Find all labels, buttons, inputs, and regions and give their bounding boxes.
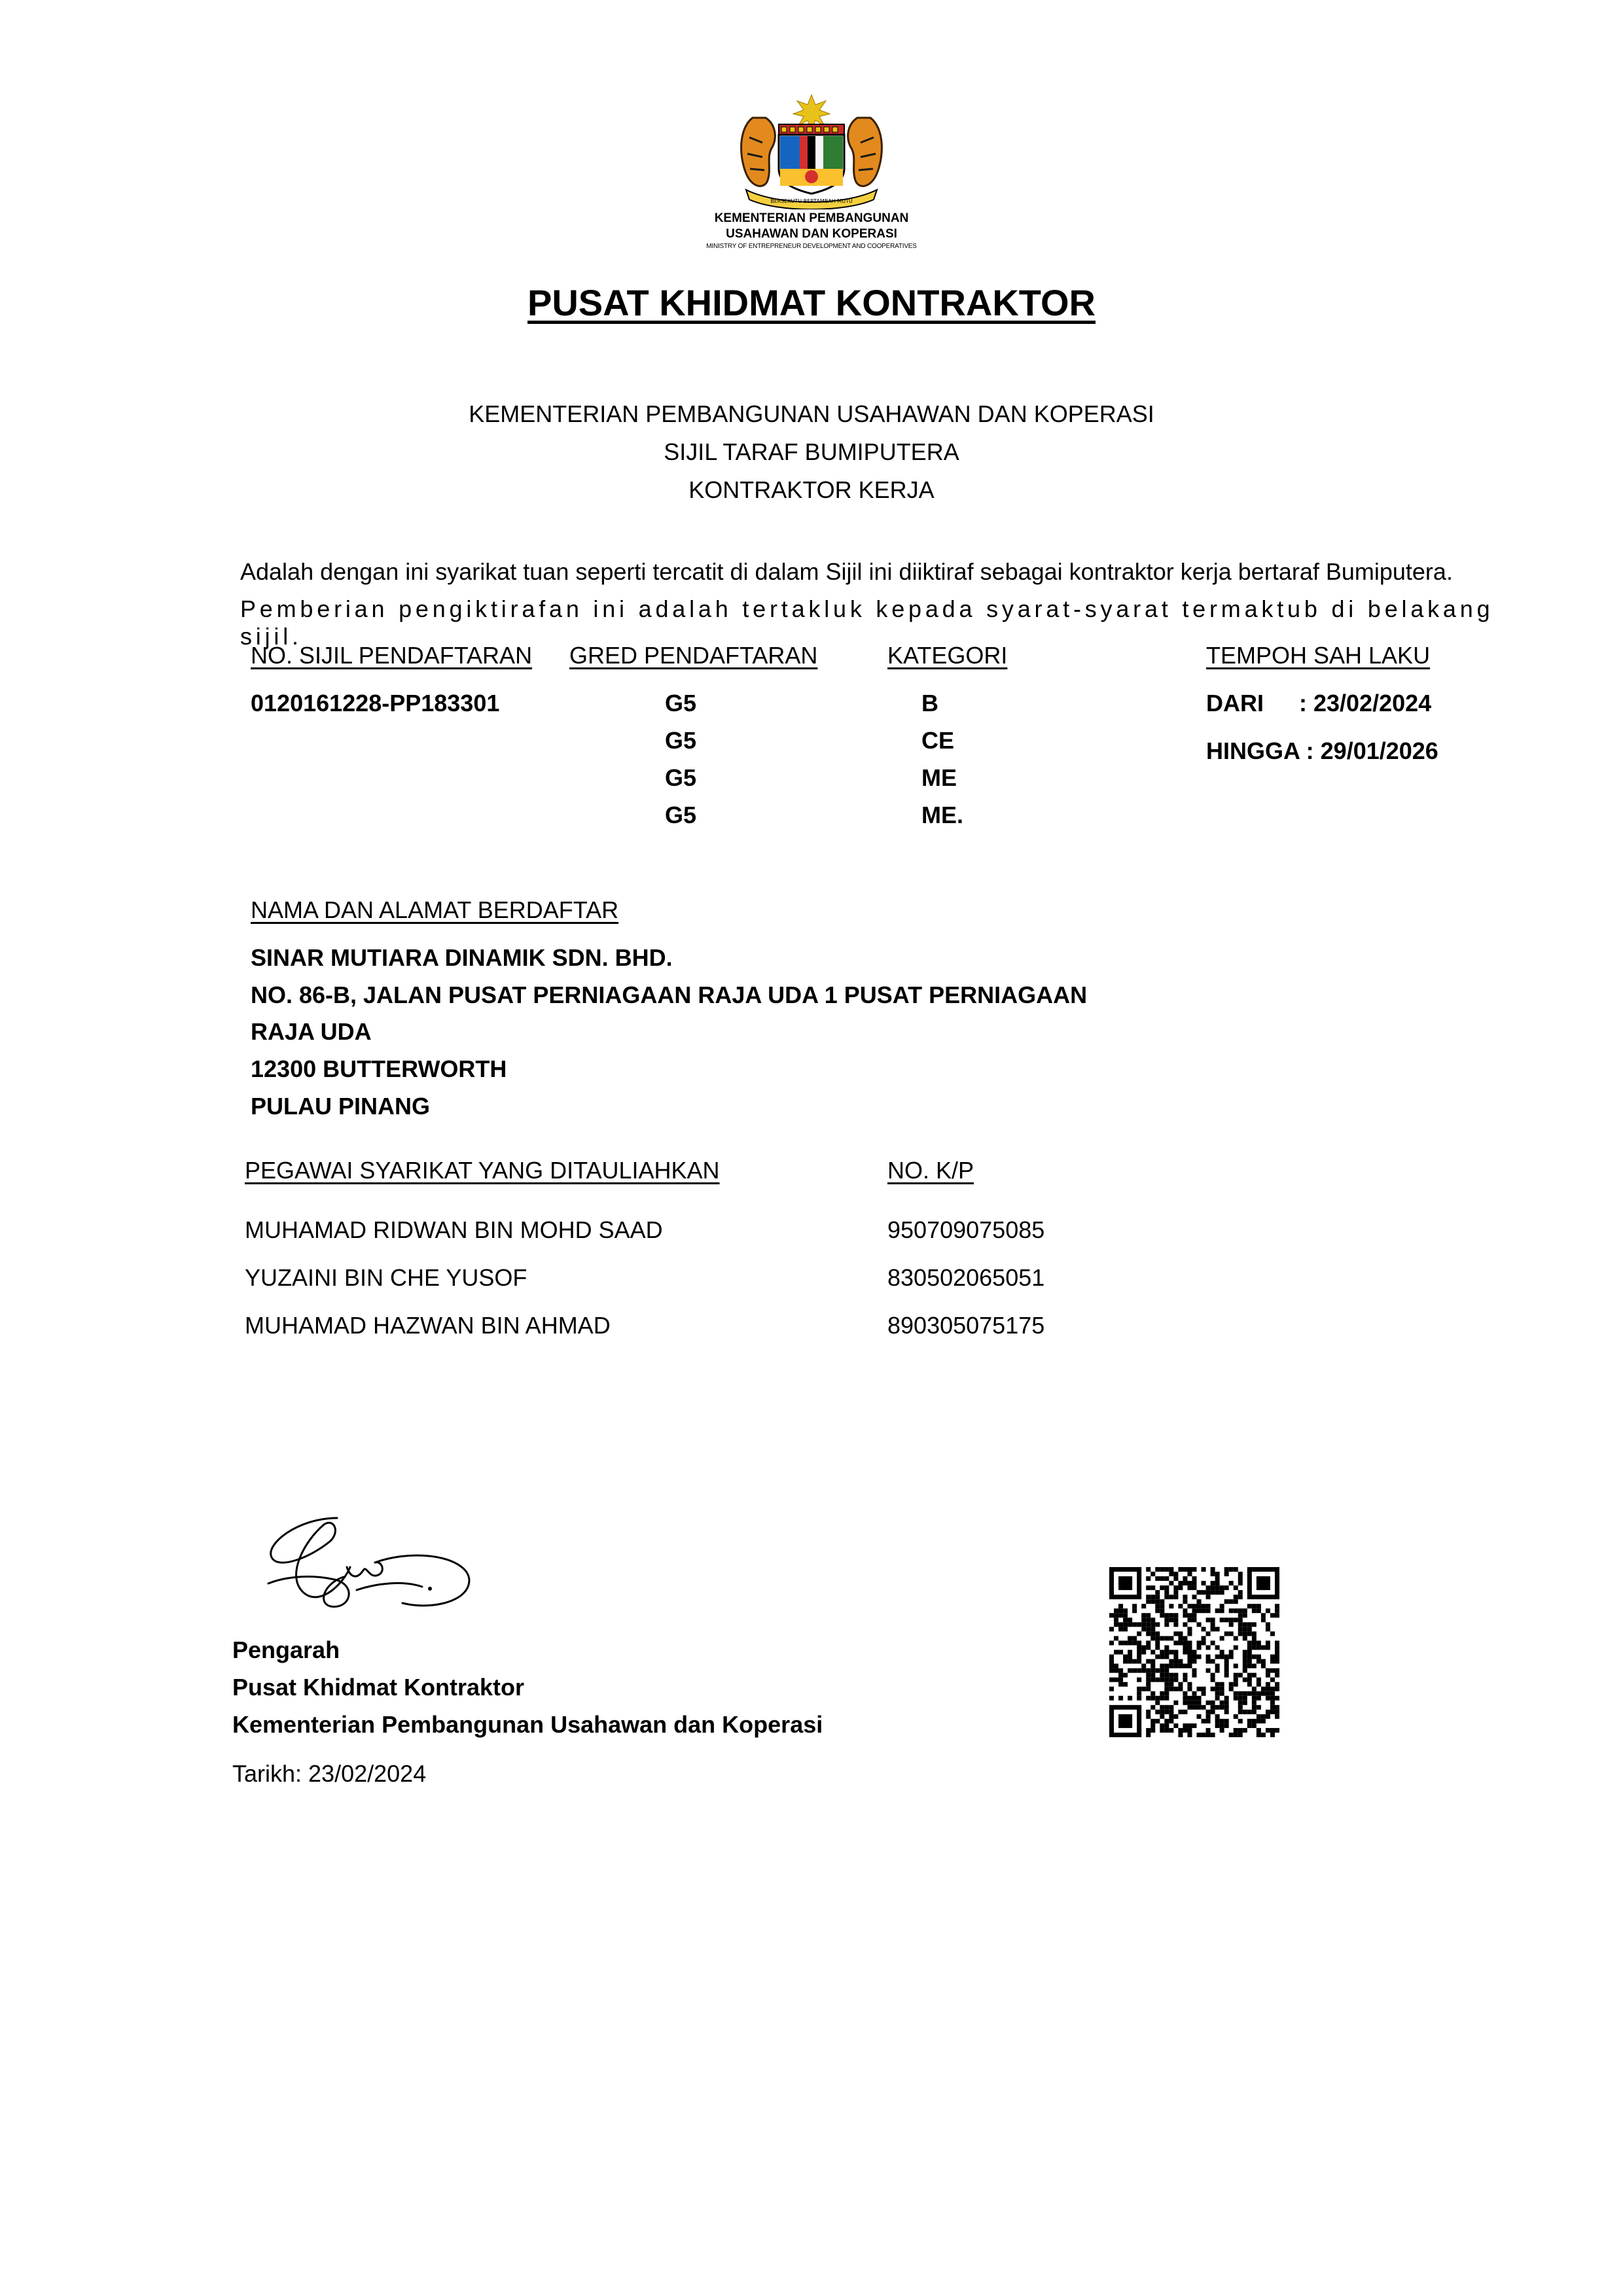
signatory-date: Tarikh: 23/02/2024 [232,1760,427,1787]
signatory-line-2: Pusat Khidmat Kontraktor [232,1674,525,1701]
officer-kp-3: 890305075175 [887,1312,1045,1339]
subtitle-line-2: SIJIL TARAF BUMIPUTERA [664,438,959,465]
no-sijil-value: 0120161228-PP183301 [251,690,500,716]
ministry-line-1: KEMENTERIAN PEMBANGUNAN [714,211,909,225]
company-line-3: RAJA UDA [251,1018,372,1045]
page-title: PUSAT KHIDMAT KONTRAKTOR [527,282,1096,323]
officer-name-3: MUHAMAD HAZWAN BIN AHMAD [245,1312,611,1339]
signature-icon [259,1505,481,1623]
dari-value: : 23/02/2024 [1299,690,1432,716]
ministry-logo-text [681,211,942,251]
officer-name-1: MUHAMAD RIDWAN BIN MOHD SAAD [245,1216,663,1243]
gred-row-4: G5 [665,802,697,828]
signatory-line-1: Pengarah [232,1636,340,1663]
kategori-row-1: B [921,690,938,716]
dari-label: DARI [1206,690,1264,716]
officer-name-2: YUZAINI BIN CHE YUSOF [245,1264,527,1291]
company-line-1: SINAR MUTIARA DINAMIK SDN. BHD. [251,944,673,971]
ministry-line-2: USAHAWAN DAN KOPERASI [726,227,897,241]
kategori-row-2: CE [921,727,955,754]
header-gred: GRED PENDAFTARAN [569,642,818,669]
ministry-line-3: MINISTRY OF ENTREPRENEUR DEVELOPMENT AND COOPERATIVES [706,243,917,250]
qr-code-icon [1109,1567,1279,1737]
gred-row-1: G5 [665,690,697,716]
header-no-sijil: NO. SIJIL PENDAFTARAN [251,642,533,669]
kategori-row-3: ME [921,764,957,791]
company-heading: NAMA DAN ALAMAT BERDAFTAR [251,896,619,923]
hingga-value: HINGGA : 29/01/2026 [1206,737,1438,764]
company-line-2: NO. 86-B, JALAN PUSAT PERNIAGAAN RAJA UDA 1 PUSAT PERNIAGAAN [251,981,1088,1008]
intro-line-2: Pemberian pengiktirafan ini adalah tertakluk kepada syarat-syarat termaktub di belakang sijil. [240,595,1494,650]
header-tempoh: TEMPOH SAH LAKU [1206,642,1431,669]
crest-motto: BERSEKUTU BERTAMBAH MUTU [770,198,853,204]
officers-heading-name: PEGAWAI SYARIKAT YANG DITAULIAHKAN [245,1157,720,1184]
subtitle-line-3: KONTRAKTOR KERJA [688,476,935,503]
header-kategori: KATEGORI [887,642,1008,669]
signatory-line-3: Kementerian Pembangunan Usahawan dan Koperasi [232,1711,823,1738]
officer-kp-2: 830502065051 [887,1264,1045,1291]
gred-row-2: G5 [665,727,697,754]
officers-heading-kp: NO. K/P [887,1157,974,1184]
subtitle-line-1: KEMENTERIAN PEMBANGUNAN USAHAWAN DAN KOPERASI [469,400,1154,427]
officer-kp-1: 950709075085 [887,1216,1045,1243]
coat-of-arms-icon [726,92,897,209]
company-line-4: 12300 BUTTERWORTH [251,1055,507,1082]
intro-line-1: Adalah dengan ini syarikat tuan seperti tercatit di dalam Sijil ini diiktiraf sebagai kontraktor kerja bertaraf Bumiputera. [240,558,1453,585]
company-line-5: PULAU PINANG [251,1093,431,1120]
gred-row-3: G5 [665,764,697,791]
kategori-row-4: ME. [921,802,964,828]
